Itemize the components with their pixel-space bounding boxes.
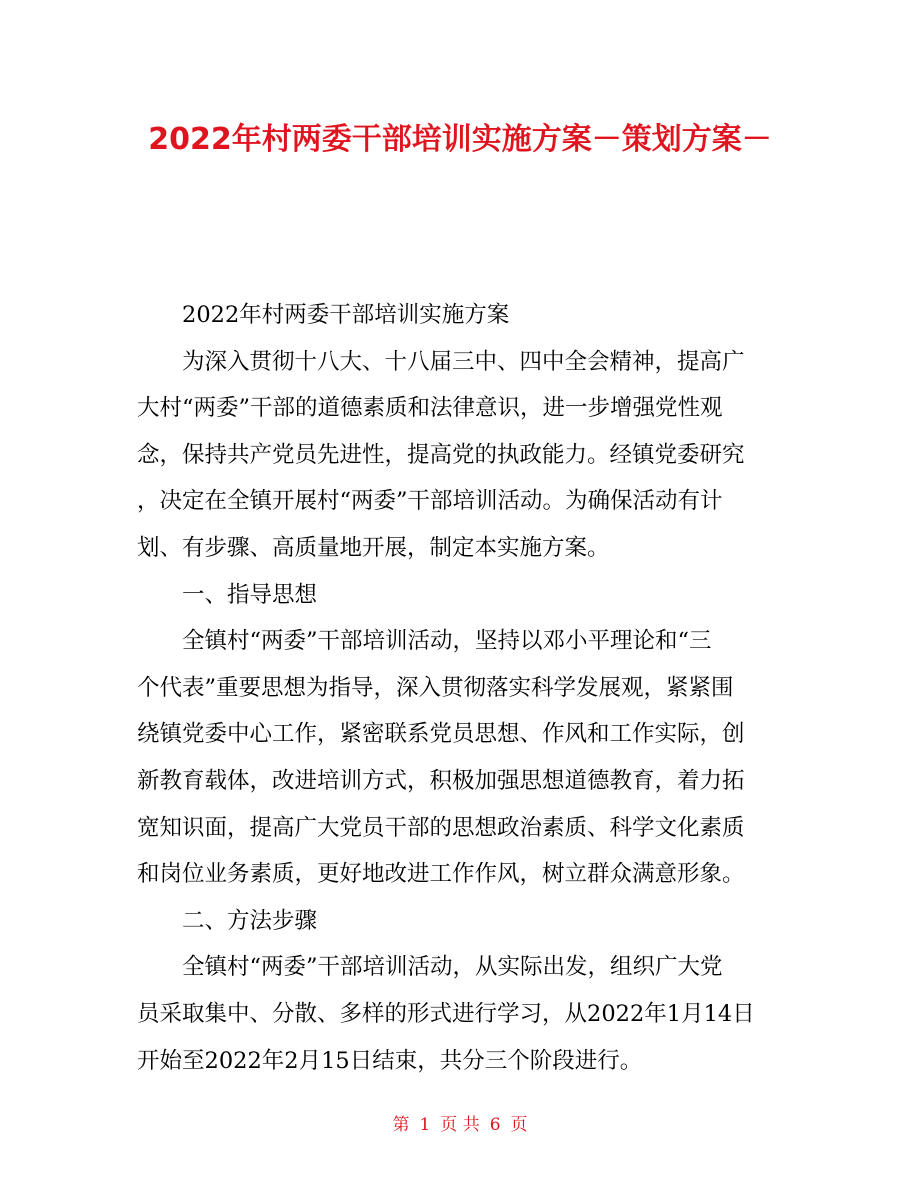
body-line: 念，保持共产党员先进性，提高党的执政能力。经镇党委研究	[137, 441, 745, 468]
body-line: 开始至2022年2月15日结束，共分三个阶段进行。	[137, 1047, 643, 1074]
body-line: 新教育载体，改进培训方式，积极加强思想道德教育，着力拓	[137, 767, 745, 794]
body-line: 员采取集中、分散、多样的形式进行学习，从2022年1月14日	[137, 1000, 755, 1027]
section-heading: 一、指导思想	[182, 581, 318, 608]
body-line: 大村“两委”干部的道德素质和法律意识，进一步增强党性观	[137, 395, 723, 422]
footer-total-pages: 6	[489, 1115, 501, 1135]
body-line: 和岗位业务素质，更好地改进工作作风，树立群众满意形象。	[137, 861, 745, 888]
page-footer	[0, 1113, 920, 1137]
footer-middle: 页 共	[440, 1115, 480, 1135]
section-heading: 二、方法步骤	[182, 907, 318, 934]
body-line: 全镇村“两委”干部培训活动，坚持以邓小平理论和“三	[182, 628, 712, 655]
body-line: 划、有步骤、高质量地开展，制定本实施方案。	[137, 534, 610, 561]
document-body	[137, 292, 797, 1084]
footer-page-number: 1	[419, 1115, 431, 1135]
body-line: 2022年村两委干部培训实施方案	[182, 302, 510, 328]
document-title: 2022年村两委干部培训实施方案－策划方案－	[148, 122, 772, 157]
body-line: 为深入贯彻十八大、十八届三中、四中全会精神，提高广	[182, 348, 745, 375]
footer-suffix: 页	[510, 1115, 528, 1135]
footer-prefix: 第	[392, 1115, 410, 1135]
body-line: 宽知识面，提高广大党员干部的思想政治素质、科学文化素质	[137, 814, 745, 841]
body-line: 个代表”重要思想为指导，深入贯彻落实科学发展观，紧紧围	[137, 674, 734, 701]
body-line: 全镇村“两委”干部培训活动，从实际出发，组织广大党	[182, 954, 723, 981]
body-line: ，决定在全镇开展村“两委”干部培训活动。为确保活动有计	[137, 488, 723, 515]
body-line: 绕镇党委中心工作，紧密联系党员思想、作风和工作实际，创	[137, 721, 745, 748]
